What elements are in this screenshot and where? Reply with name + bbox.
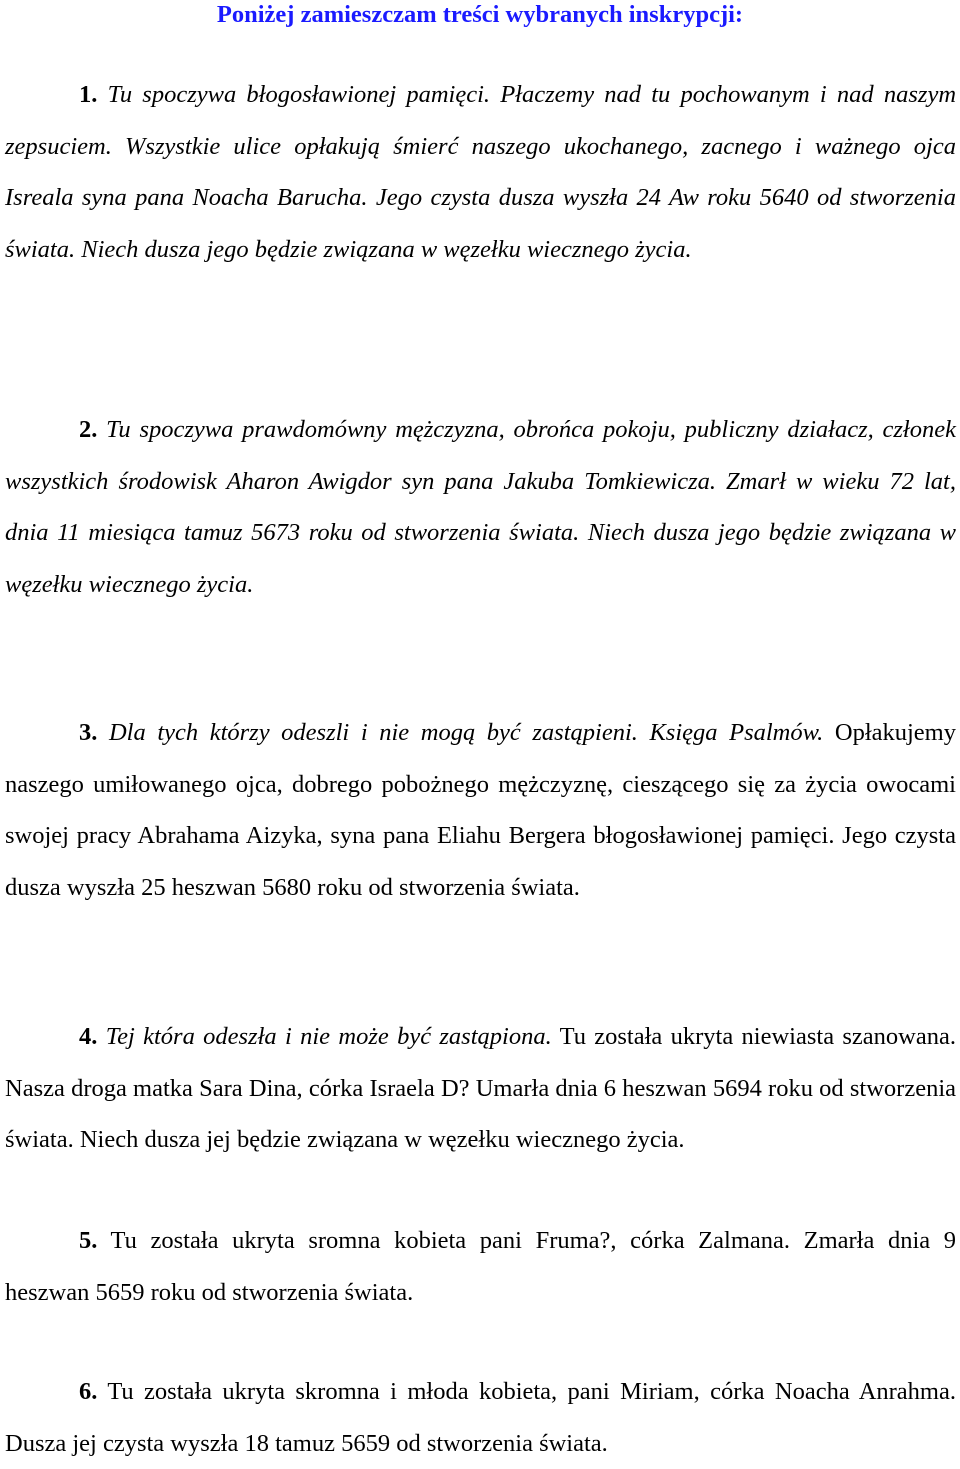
inscription-text: Tu została ukryta skromna i młoda kobieta, pani Miriam, córka Noacha Anrahma. Dusza jej czysta wyszła 18 tamuz 5659 od stworzenia świata. (5, 1378, 956, 1457)
inscription-3 (5, 707, 956, 913)
inscription-number: 3. (79, 719, 98, 746)
inscription-number: 4. (79, 1023, 98, 1050)
inscription-number: 1. (79, 81, 98, 108)
inscription-number: 5. (79, 1227, 98, 1254)
inscription-italic-text: Dla tych którzy odeszli i nie mogą być zastąpieni. Księga Psalmów. (108, 719, 824, 746)
inscription-6 (5, 1366, 956, 1469)
inscription-italic-text: Tej która odeszła i nie może być zastąpiona. (105, 1023, 552, 1050)
inscription-text: Opłakujemy naszego umiłowanego ojca, dobrego pobożnego mężczyznę, cieszącego się za życia owocami swojej pracy Abrahama Aizyka, syna pana Eliahu Bergera błogosławionej pamięci. Jego czysta dusza wyszła 25 heszwan 5680 roku od stworzenia świata. (5, 719, 956, 901)
inscription-text: Tu została ukryta sromna kobieta pani Fruma?, córka Zalmana. Zmarła dnia 9 heszwan 5659 roku od stworzenia świata. (5, 1227, 956, 1306)
inscription-text: Tu została ukryta niewiasta szanowana. Nasza droga matka Sara Dina, córka Israela D? Umarła dnia 6 heszwan 5694 roku od stworzenia świata. Niech dusza jej będzie związana w węzełku wiecznego życia. (5, 1023, 957, 1153)
inscription-2 (5, 404, 956, 610)
inscription-italic-text: Tu spoczywa błogosławionej pamięci. Płaczemy nad tu pochowanym i nad naszym zepsuciem. Wszystkie ulice opłakują śmierć naszego ukochanego, zacnego i ważnego ojca Isreala syna pana Noacha Barucha. Jego czysta dusza wyszła 24 Aw roku 5640 od stworzenia świata. Niech dusza jego będzie związana w węzełku wiecznego życia. (5, 81, 957, 263)
inscription-italic-text: Tu spoczywa prawdomówny mężczyzna, obrońca pokoju, publiczny działacz, członek wszystkich środowisk Aharon Awigdor syn pana Jakuba Tomkiewicza. Zmarł w wieku 72 lat, dnia 11 miesiąca tamuz 5673 roku od stworzenia świata. Niech dusza jego będzie związana w węzełku wiecznego życia. (5, 416, 956, 598)
inscription-4 (5, 1011, 956, 1166)
page-heading: Poniżej zamieszczam treści wybranych inskrypcji: (216, 1, 744, 28)
inscription-number: 2. (79, 416, 98, 443)
inscription-number: 6. (79, 1378, 98, 1405)
inscription-5 (5, 1215, 956, 1318)
inscription-1 (5, 69, 956, 275)
